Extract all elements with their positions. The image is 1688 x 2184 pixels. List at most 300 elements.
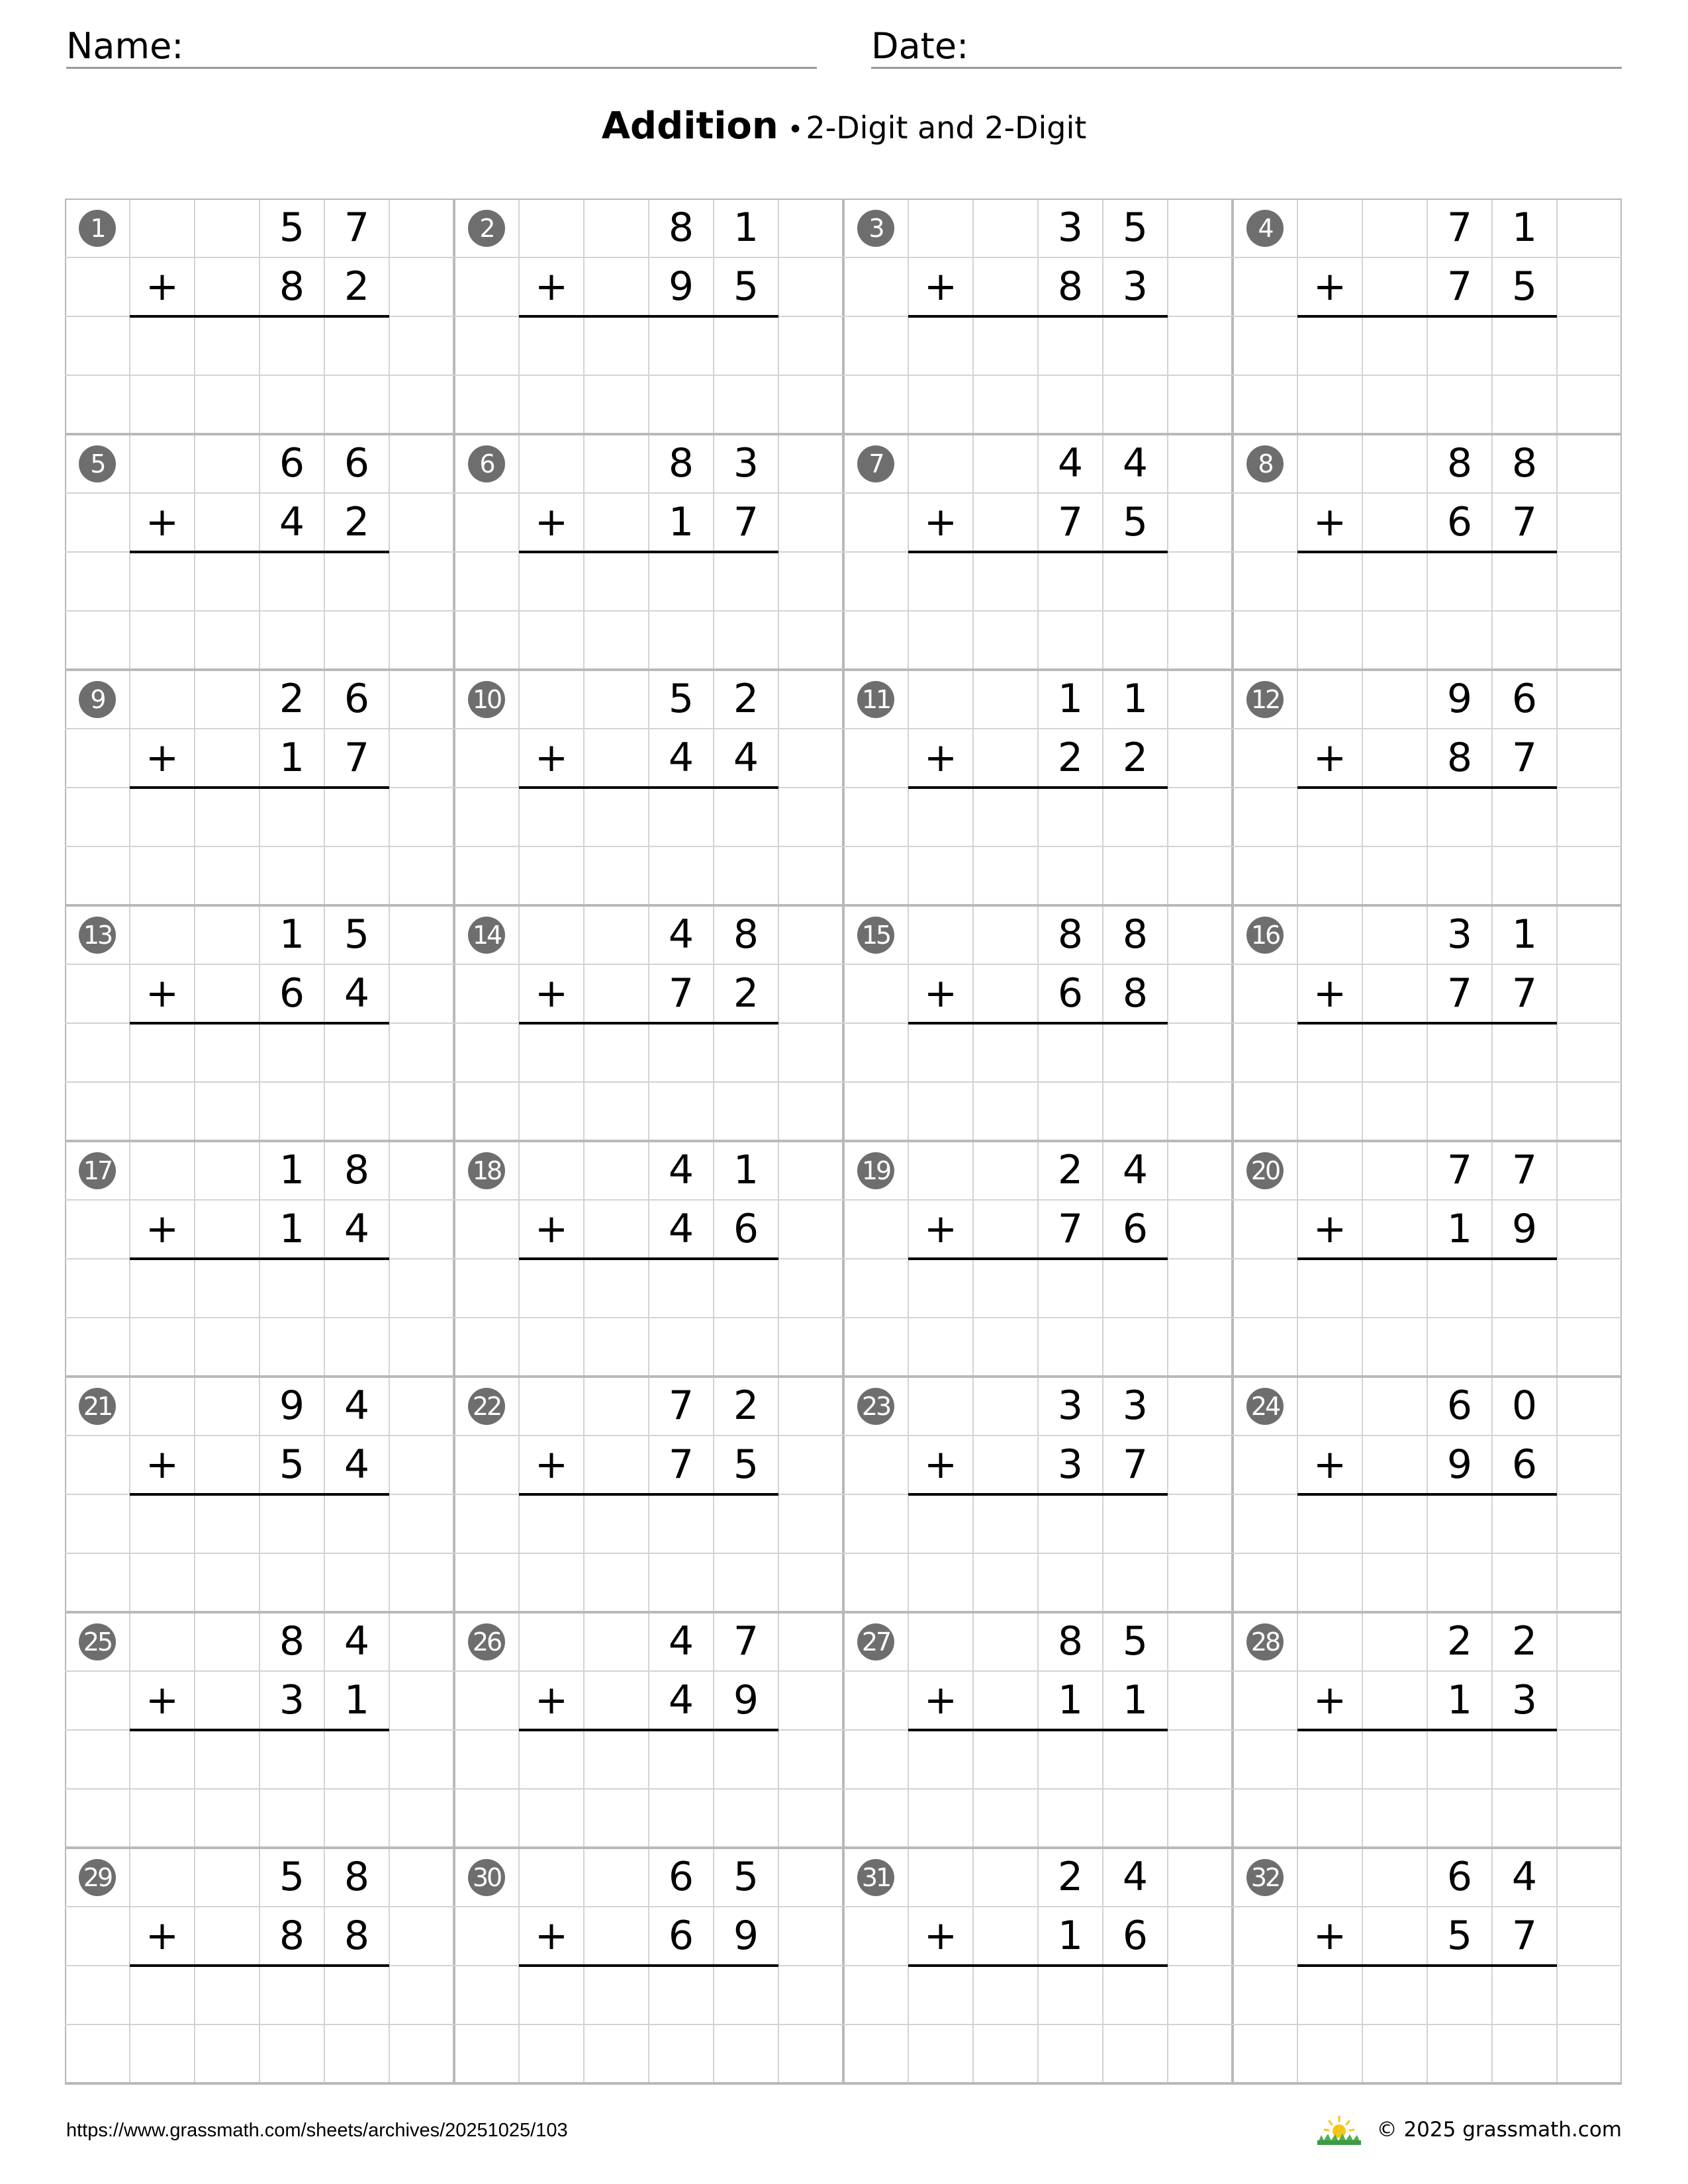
- answer-cell[interactable]: [714, 316, 778, 375]
- answer-cell[interactable]: [1362, 1023, 1427, 1082]
- answer-cell[interactable]: [1103, 1730, 1168, 1789]
- answer-cell[interactable]: [519, 1259, 584, 1318]
- answer-cell[interactable]: [1427, 1730, 1492, 1789]
- addend-top-tens: 1: [1057, 676, 1084, 722]
- addend-bottom-tens: 4: [668, 1206, 694, 1252]
- addend-top-tens: 7: [1446, 1147, 1473, 1193]
- plus-sign: +: [145, 1206, 179, 1252]
- addend-bottom-ones: 7: [344, 735, 370, 781]
- answer-cell[interactable]: [973, 1259, 1038, 1318]
- date-label: Date:: [871, 25, 969, 67]
- addend-bottom-tens: 8: [1446, 735, 1473, 781]
- addend-top-ones: 4: [1122, 440, 1149, 486]
- answer-cell[interactable]: [908, 1023, 973, 1082]
- date-field[interactable]: [871, 25, 1622, 68]
- addend-bottom-tens: 6: [668, 1913, 694, 1959]
- addend-top-tens: 8: [1057, 911, 1084, 958]
- addend-bottom-ones: 7: [1511, 970, 1538, 1017]
- worksheet-title: [0, 105, 1688, 158]
- answer-cell[interactable]: [1492, 1259, 1557, 1318]
- answer-cell[interactable]: [714, 1023, 778, 1082]
- answer-cell[interactable]: [649, 1259, 714, 1318]
- answer-cell[interactable]: [1492, 788, 1557, 846]
- addend-top-tens: 2: [1057, 1854, 1084, 1900]
- answer-cell[interactable]: [259, 1259, 324, 1318]
- answer-cell[interactable]: [195, 1966, 259, 2025]
- answer-cell[interactable]: [649, 1023, 714, 1082]
- addend-top-tens: 4: [668, 911, 694, 958]
- problem-number-badge: 2: [468, 210, 505, 247]
- problem-number-badge: 20: [1246, 1152, 1284, 1189]
- plus-sign: +: [923, 1677, 958, 1723]
- answer-cell[interactable]: [1103, 316, 1168, 375]
- addend-bottom-ones: 6: [733, 1206, 759, 1252]
- addend-top-ones: 2: [733, 676, 759, 722]
- answer-cell[interactable]: [195, 1494, 259, 1553]
- addend-bottom-tens: 6: [1057, 970, 1084, 1017]
- addend-bottom-ones: 7: [1511, 1913, 1538, 1959]
- plus-sign: +: [1313, 735, 1347, 781]
- plus-sign: +: [145, 499, 179, 545]
- answer-cell[interactable]: [1362, 316, 1427, 375]
- addend-top-tens: 8: [1446, 440, 1473, 486]
- problem-number-badge: 25: [79, 1623, 116, 1661]
- answer-cell[interactable]: [714, 788, 778, 846]
- addend-bottom-tens: 7: [668, 1441, 694, 1488]
- plus-sign: +: [1313, 1441, 1347, 1488]
- plus-sign: +: [1313, 1913, 1347, 1959]
- answer-cell[interactable]: [259, 552, 324, 611]
- answer-cell[interactable]: [130, 1259, 195, 1318]
- addend-top-tens: 8: [668, 205, 694, 251]
- answer-cell[interactable]: [1492, 316, 1557, 375]
- addend-top-tens: 3: [1057, 205, 1084, 251]
- addend-bottom-ones: 2: [344, 263, 370, 310]
- answer-cell[interactable]: [714, 1966, 778, 2025]
- answer-cell[interactable]: [1362, 1966, 1427, 2025]
- problem-grid: [65, 199, 1622, 2085]
- answer-cell[interactable]: [973, 1966, 1038, 2025]
- answer-cell[interactable]: [714, 552, 778, 611]
- answer-cell[interactable]: [130, 552, 195, 611]
- addend-top-tens: 1: [279, 1147, 305, 1193]
- answer-cell[interactable]: [324, 1259, 389, 1318]
- answer-cell[interactable]: [195, 1730, 259, 1789]
- addend-top-tens: 9: [1446, 676, 1473, 722]
- answer-cell[interactable]: [1362, 788, 1427, 846]
- addend-bottom-tens: 4: [668, 1677, 694, 1723]
- answer-cell[interactable]: [195, 552, 259, 611]
- answer-cell[interactable]: [1297, 316, 1362, 375]
- addend-top-ones: 7: [344, 205, 370, 251]
- addend-bottom-tens: 7: [1446, 263, 1473, 310]
- addend-bottom-ones: 6: [1122, 1206, 1149, 1252]
- addend-top-tens: 6: [668, 1854, 694, 1900]
- addend-top-tens: 8: [1057, 1618, 1084, 1664]
- answer-cell[interactable]: [324, 1494, 389, 1553]
- addend-top-ones: 8: [1122, 911, 1149, 958]
- problem-number-badge: 30: [468, 1859, 505, 1896]
- answer-cell[interactable]: [1297, 552, 1362, 611]
- answer-cell[interactable]: [1492, 1730, 1557, 1789]
- addend-top-ones: 3: [1122, 1383, 1149, 1429]
- problem-number-badge: 3: [857, 210, 894, 247]
- answer-cell[interactable]: [519, 1023, 584, 1082]
- plus-sign: +: [1313, 499, 1347, 545]
- problem-number-badge: 24: [1246, 1388, 1284, 1425]
- answer-cell[interactable]: [1492, 552, 1557, 611]
- plus-sign: +: [534, 1913, 569, 1959]
- addend-top-tens: 5: [279, 205, 305, 251]
- addend-bottom-tens: 6: [1446, 499, 1473, 545]
- footer-brand: [1315, 2110, 1622, 2150]
- addend-bottom-ones: 6: [1122, 1913, 1149, 1959]
- plus-sign: +: [534, 1206, 569, 1252]
- addend-top-tens: 3: [1057, 1383, 1084, 1429]
- addend-bottom-tens: 9: [1446, 1441, 1473, 1488]
- answer-cell[interactable]: [584, 316, 649, 375]
- answer-cell[interactable]: [1492, 1023, 1557, 1082]
- addend-top-ones: 4: [1122, 1147, 1149, 1193]
- answer-cell[interactable]: [1038, 552, 1103, 611]
- answer-cell[interactable]: [1103, 1259, 1168, 1318]
- answer-cell[interactable]: [130, 1494, 195, 1553]
- answer-cell[interactable]: [324, 1966, 389, 2025]
- addend-bottom-ones: 6: [1511, 1441, 1538, 1488]
- addend-bottom-tens: 1: [1057, 1913, 1084, 1959]
- answer-cell[interactable]: [1038, 788, 1103, 846]
- answer-cell[interactable]: [1038, 1966, 1103, 2025]
- addend-bottom-ones: 2: [733, 970, 759, 1017]
- answer-cell[interactable]: [714, 1494, 778, 1553]
- addend-bottom-ones: 3: [1122, 263, 1149, 310]
- answer-cell[interactable]: [1103, 1494, 1168, 1553]
- addend-top-tens: 6: [279, 440, 305, 486]
- addend-bottom-tens: 5: [1446, 1913, 1473, 1959]
- addend-bottom-ones: 9: [733, 1677, 759, 1723]
- answer-cell[interactable]: [1297, 1494, 1362, 1553]
- plus-sign: +: [923, 1913, 958, 1959]
- addend-top-ones: 0: [1511, 1383, 1538, 1429]
- answer-cell[interactable]: [973, 316, 1038, 375]
- addend-top-tens: 7: [668, 1383, 694, 1429]
- name-field[interactable]: [66, 25, 817, 68]
- answer-cell[interactable]: [324, 316, 389, 375]
- addend-top-ones: 4: [344, 1618, 370, 1664]
- addend-bottom-ones: 5: [1122, 499, 1149, 545]
- answer-cell[interactable]: [584, 1966, 649, 2025]
- answer-cell[interactable]: [130, 788, 195, 846]
- answer-cell[interactable]: [908, 552, 973, 611]
- plus-sign: +: [534, 735, 569, 781]
- answer-cell[interactable]: [1103, 1023, 1168, 1082]
- plus-sign: +: [534, 499, 569, 545]
- answer-cell[interactable]: [649, 1494, 714, 1553]
- plus-sign: +: [145, 735, 179, 781]
- plus-sign: +: [923, 1206, 958, 1252]
- addend-bottom-tens: 6: [279, 970, 305, 1017]
- answer-cell[interactable]: [908, 788, 973, 846]
- answer-cell[interactable]: [1038, 316, 1103, 375]
- answer-cell[interactable]: [1297, 1966, 1362, 2025]
- answer-cell[interactable]: [1362, 1259, 1427, 1318]
- answer-cell[interactable]: [259, 1494, 324, 1553]
- addend-top-ones: 6: [1511, 676, 1538, 722]
- answer-cell[interactable]: [649, 552, 714, 611]
- addend-bottom-ones: 1: [1122, 1677, 1149, 1723]
- answer-cell[interactable]: [584, 1730, 649, 1789]
- addend-top-tens: 5: [279, 1854, 305, 1900]
- addend-bottom-tens: 8: [279, 263, 305, 310]
- answer-cell[interactable]: [324, 1730, 389, 1789]
- addend-bottom-tens: 5: [279, 1441, 305, 1488]
- addend-top-ones: 2: [733, 1383, 759, 1429]
- answer-cell[interactable]: [130, 1966, 195, 2025]
- addend-bottom-ones: 4: [344, 970, 370, 1017]
- plus-sign: +: [145, 263, 179, 310]
- addend-bottom-tens: 1: [1446, 1206, 1473, 1252]
- title-subtitle: 2-Digit and 2-Digit: [806, 110, 1087, 146]
- answer-cell[interactable]: [584, 1259, 649, 1318]
- answer-cell[interactable]: [908, 1259, 973, 1318]
- problem-number-badge: 5: [79, 445, 116, 482]
- answer-cell[interactable]: [1103, 552, 1168, 611]
- addend-top-ones: 1: [733, 205, 759, 251]
- answer-cell[interactable]: [195, 1023, 259, 1082]
- answer-cell[interactable]: [1297, 1023, 1362, 1082]
- addend-bottom-tens: 9: [668, 263, 694, 310]
- answer-cell[interactable]: [584, 552, 649, 611]
- addend-bottom-tens: 4: [668, 735, 694, 781]
- answer-cell[interactable]: [1492, 1494, 1557, 1553]
- answer-cell[interactable]: [1362, 1730, 1427, 1789]
- answer-cell[interactable]: [1297, 1730, 1362, 1789]
- plus-sign: +: [923, 1441, 958, 1488]
- problem-number-badge: 19: [857, 1152, 894, 1189]
- answer-cell[interactable]: [259, 1023, 324, 1082]
- problem-number-badge: 16: [1246, 917, 1284, 954]
- plus-sign: +: [534, 1441, 569, 1488]
- plus-sign: +: [145, 1441, 179, 1488]
- answer-cell[interactable]: [973, 1023, 1038, 1082]
- answer-cell[interactable]: [519, 1730, 584, 1789]
- answer-cell[interactable]: [908, 316, 973, 375]
- problem-number-badge: 27: [857, 1623, 894, 1661]
- addend-top-ones: 8: [344, 1854, 370, 1900]
- answer-cell[interactable]: [1427, 1259, 1492, 1318]
- addend-top-ones: 7: [733, 1618, 759, 1664]
- answer-cell[interactable]: [195, 1259, 259, 1318]
- answer-cell[interactable]: [1362, 1494, 1427, 1553]
- answer-cell[interactable]: [1427, 552, 1492, 611]
- problem-number-badge: 8: [1246, 445, 1284, 482]
- addend-bottom-tens: 1: [1057, 1677, 1084, 1723]
- answer-cell[interactable]: [324, 788, 389, 846]
- problem-number-badge: 23: [857, 1388, 894, 1425]
- answer-cell[interactable]: [1038, 1494, 1103, 1553]
- answer-cell[interactable]: [973, 788, 1038, 846]
- answer-cell[interactable]: [1103, 788, 1168, 846]
- problem-number-badge: 12: [1246, 681, 1284, 718]
- plus-sign: +: [923, 735, 958, 781]
- addend-bottom-ones: 3: [1511, 1677, 1538, 1723]
- addend-bottom-ones: 5: [1511, 263, 1538, 310]
- addend-bottom-ones: 4: [344, 1441, 370, 1488]
- addend-bottom-ones: 7: [733, 499, 759, 545]
- problem-number-badge: 6: [468, 445, 505, 482]
- addend-top-ones: 6: [344, 440, 370, 486]
- answer-cell[interactable]: [1038, 1259, 1103, 1318]
- answer-cell[interactable]: [519, 788, 584, 846]
- answer-cell[interactable]: [1038, 1730, 1103, 1789]
- answer-cell[interactable]: [908, 1730, 973, 1789]
- addend-top-tens: 9: [279, 1383, 305, 1429]
- problem-number-badge: 4: [1246, 210, 1284, 247]
- answer-cell[interactable]: [130, 1023, 195, 1082]
- answer-cell[interactable]: [259, 788, 324, 846]
- answer-cell[interactable]: [519, 316, 584, 375]
- answer-cell[interactable]: [908, 1494, 973, 1553]
- answer-cell[interactable]: [259, 1966, 324, 2025]
- answer-cell[interactable]: [649, 1966, 714, 2025]
- title-main: Addition: [601, 105, 778, 148]
- addend-bottom-ones: 7: [1122, 1441, 1149, 1488]
- answer-cell[interactable]: [1038, 1023, 1103, 1082]
- addend-bottom-ones: 5: [733, 1441, 759, 1488]
- name-underline: [66, 67, 817, 69]
- addend-top-ones: 2: [1511, 1618, 1538, 1664]
- answer-cell[interactable]: [1103, 1966, 1168, 2025]
- addend-bottom-tens: 1: [668, 499, 694, 545]
- answer-cell[interactable]: [324, 1023, 389, 1082]
- answer-cell[interactable]: [1427, 788, 1492, 846]
- addend-bottom-tens: 3: [1057, 1441, 1084, 1488]
- answer-cell[interactable]: [1297, 788, 1362, 846]
- addend-top-tens: 2: [1057, 1147, 1084, 1193]
- addend-bottom-tens: 7: [1057, 1206, 1084, 1252]
- plus-sign: +: [534, 263, 569, 310]
- answer-cell[interactable]: [259, 1730, 324, 1789]
- answer-cell[interactable]: [973, 1494, 1038, 1553]
- addend-top-tens: 8: [668, 440, 694, 486]
- addend-bottom-ones: 4: [344, 1206, 370, 1252]
- addend-top-ones: 5: [344, 911, 370, 958]
- problem-number-badge: 7: [857, 445, 894, 482]
- addend-bottom-ones: 9: [1511, 1206, 1538, 1252]
- answer-cell[interactable]: [1362, 552, 1427, 611]
- plus-sign: +: [1313, 970, 1347, 1017]
- answer-cell[interactable]: [195, 316, 259, 375]
- answer-cell[interactable]: [130, 316, 195, 375]
- addend-top-tens: 4: [1057, 440, 1084, 486]
- answer-cell[interactable]: [973, 552, 1038, 611]
- plus-sign: +: [923, 970, 958, 1017]
- answer-cell[interactable]: [519, 1966, 584, 2025]
- plus-sign: +: [145, 1913, 179, 1959]
- answer-cell[interactable]: [1427, 1494, 1492, 1553]
- addend-bottom-ones: 5: [733, 263, 759, 310]
- addend-top-tens: 7: [1446, 205, 1473, 251]
- answer-cell[interactable]: [584, 1494, 649, 1553]
- answer-cell[interactable]: [714, 1259, 778, 1318]
- addend-top-tens: 1: [279, 911, 305, 958]
- addend-top-ones: 8: [1511, 440, 1538, 486]
- answer-cell[interactable]: [1492, 1966, 1557, 2025]
- addend-bottom-ones: 2: [344, 499, 370, 545]
- answer-cell[interactable]: [649, 788, 714, 846]
- addend-top-tens: 2: [1446, 1618, 1473, 1664]
- addend-top-ones: 5: [1122, 205, 1149, 251]
- answer-cell[interactable]: [584, 788, 649, 846]
- problem-number-badge: 14: [468, 917, 505, 954]
- problem-number-badge: 29: [79, 1859, 116, 1896]
- answer-cell[interactable]: [519, 552, 584, 611]
- plus-sign: +: [145, 970, 179, 1017]
- answer-cell[interactable]: [1427, 316, 1492, 375]
- name-label: Name:: [66, 25, 184, 67]
- answer-cell[interactable]: [130, 1730, 195, 1789]
- addend-top-ones: 1: [1511, 911, 1538, 958]
- addend-bottom-tens: 7: [1057, 499, 1084, 545]
- footer-copyright: © 2025 grassmath.com: [1376, 2118, 1622, 2142]
- answer-cell[interactable]: [195, 788, 259, 846]
- addend-bottom-tens: 7: [668, 970, 694, 1017]
- addend-top-ones: 5: [733, 1854, 759, 1900]
- answer-cell[interactable]: [1427, 1966, 1492, 2025]
- answer-cell[interactable]: [649, 316, 714, 375]
- addend-top-ones: 3: [733, 440, 759, 486]
- addend-top-tens: 3: [1446, 911, 1473, 958]
- footer-url: https://www.grassmath.com/sheets/archives/20251025/103: [66, 2120, 568, 2141]
- answer-cell[interactable]: [973, 1730, 1038, 1789]
- addend-bottom-tens: 8: [279, 1913, 305, 1959]
- answer-cell[interactable]: [519, 1494, 584, 1553]
- plus-sign: +: [534, 970, 569, 1017]
- addend-bottom-tens: 2: [1057, 735, 1084, 781]
- addend-top-ones: 8: [733, 911, 759, 958]
- addend-top-ones: 6: [344, 676, 370, 722]
- addend-top-ones: 4: [1511, 1854, 1538, 1900]
- problem-number-badge: 28: [1246, 1623, 1284, 1661]
- addend-top-tens: 5: [668, 676, 694, 722]
- answer-cell[interactable]: [1427, 1023, 1492, 1082]
- answer-cell[interactable]: [1297, 1259, 1362, 1318]
- answer-cell[interactable]: [324, 552, 389, 611]
- problem-number-badge: 11: [857, 681, 894, 718]
- answer-cell[interactable]: [259, 316, 324, 375]
- problem-number-badge: 13: [79, 917, 116, 954]
- addend-bottom-tens: 8: [1057, 263, 1084, 310]
- problem-number-badge: 9: [79, 681, 116, 718]
- addend-bottom-tens: 7: [1446, 970, 1473, 1017]
- answer-cell[interactable]: [584, 1023, 649, 1082]
- problem-number-badge: 15: [857, 917, 894, 954]
- addend-top-tens: 8: [279, 1618, 305, 1664]
- answer-cell[interactable]: [908, 1966, 973, 2025]
- answer-cell[interactable]: [649, 1730, 714, 1789]
- addend-top-ones: 1: [733, 1147, 759, 1193]
- addend-top-ones: 1: [1122, 676, 1149, 722]
- addend-bottom-ones: 8: [344, 1913, 370, 1959]
- problem-number-badge: 17: [79, 1152, 116, 1189]
- answer-cell[interactable]: [714, 1730, 778, 1789]
- addend-top-tens: 6: [1446, 1383, 1473, 1429]
- addend-top-tens: 2: [279, 676, 305, 722]
- addend-top-ones: 1: [1511, 205, 1538, 251]
- addend-top-ones: 5: [1122, 1618, 1149, 1664]
- addend-bottom-tens: 4: [279, 499, 305, 545]
- problem-number-badge: 10: [468, 681, 505, 718]
